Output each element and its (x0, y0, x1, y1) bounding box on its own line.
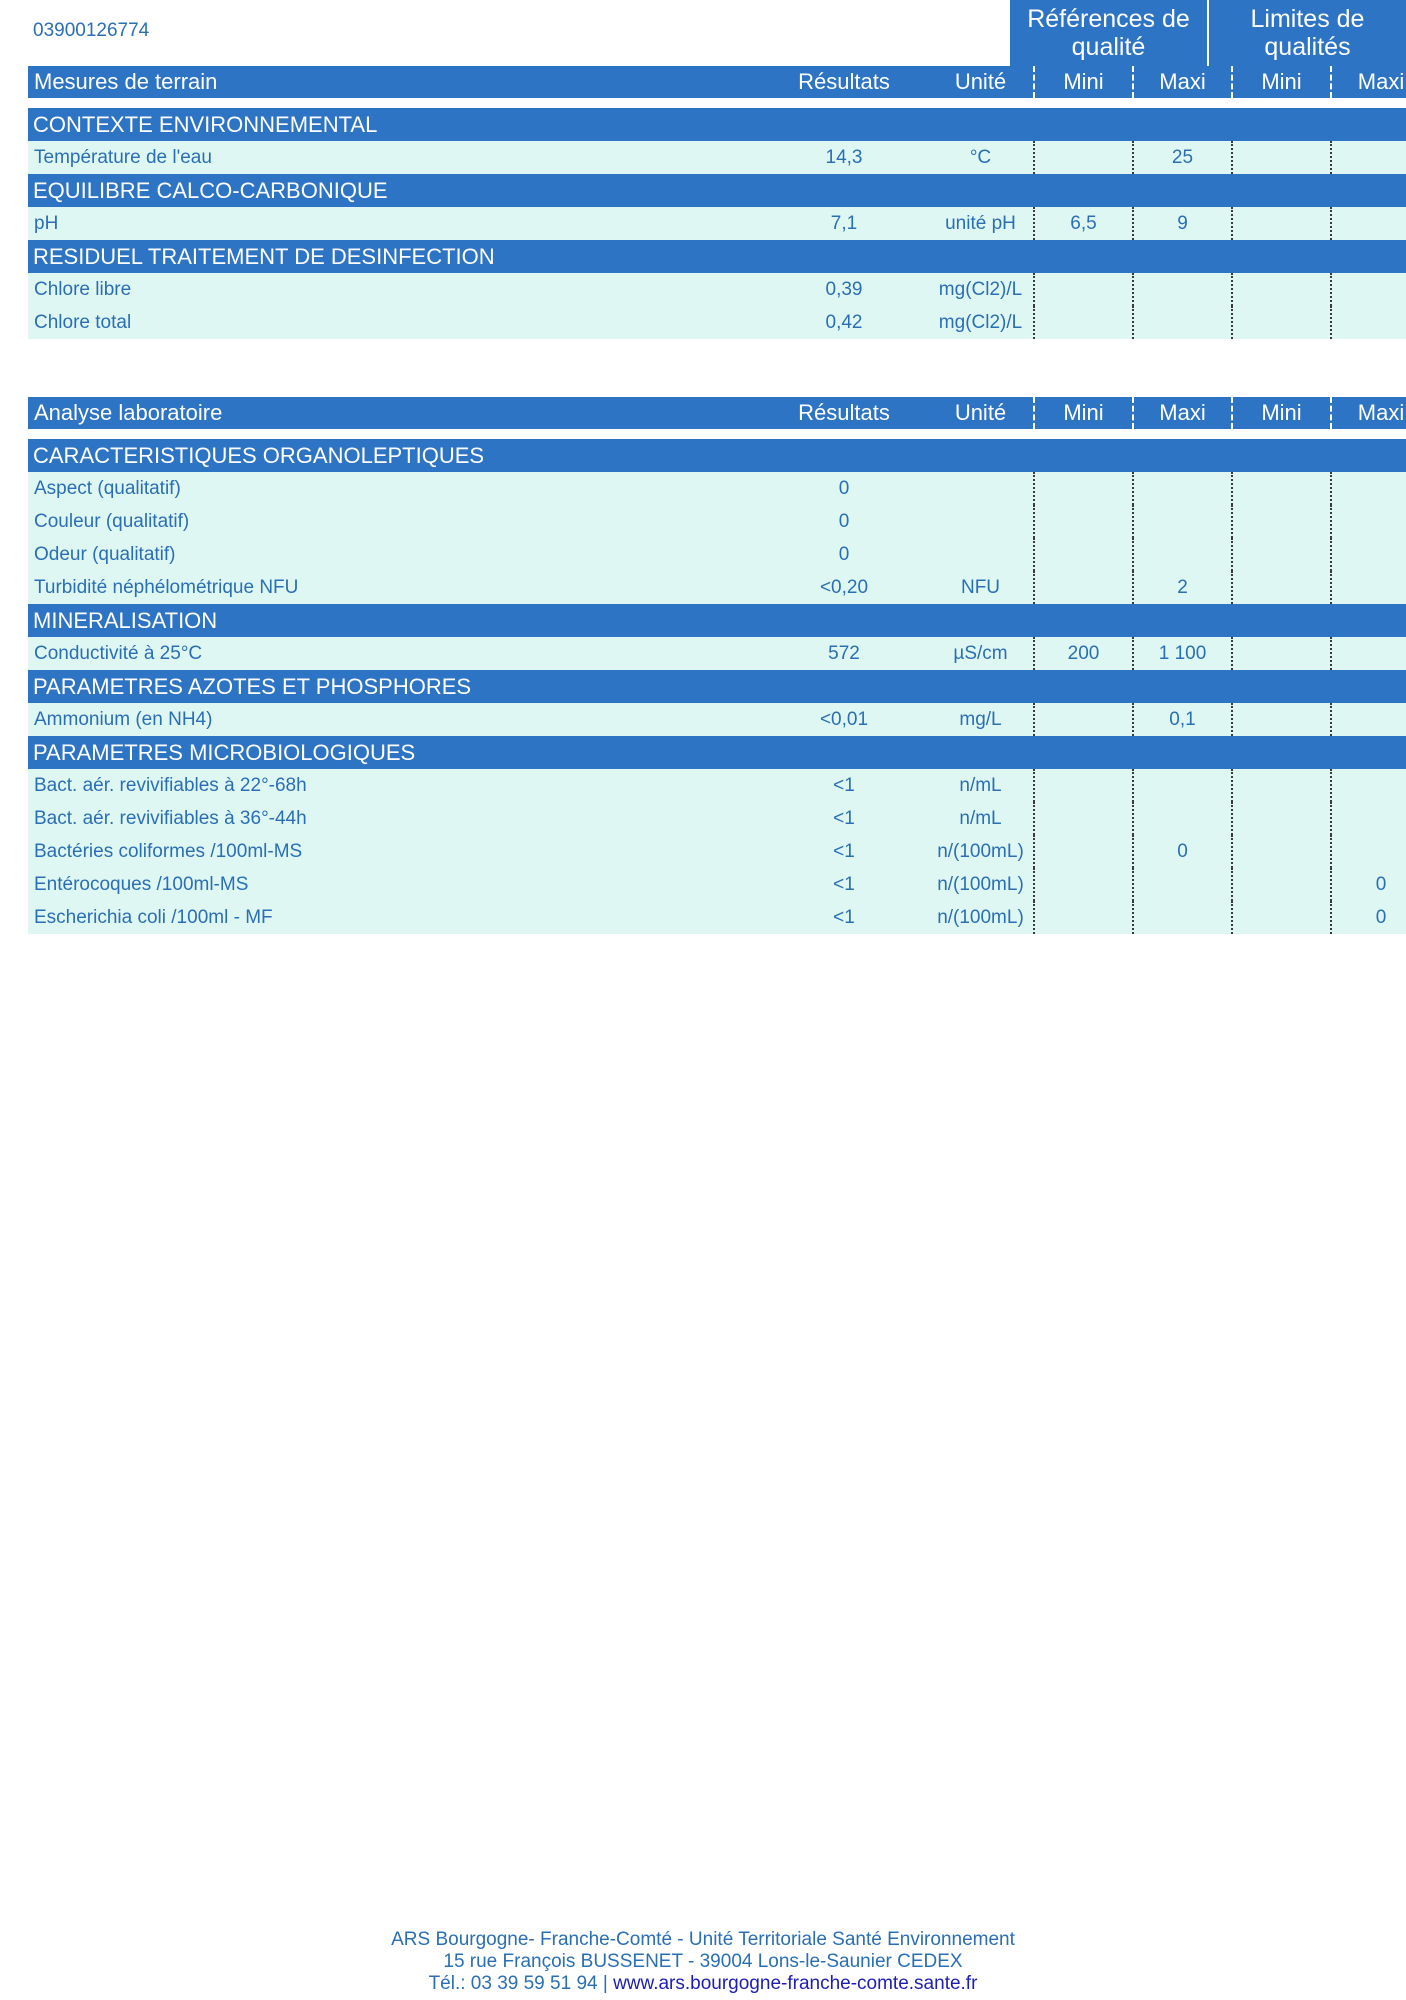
limit-min (1232, 802, 1331, 835)
result-value: <1 (760, 901, 928, 934)
reference-min: 6,5 (1034, 207, 1133, 240)
footer-organization: ARS Bourgogne- Franche-Comté - Unité Territoriale Santé Environnement (391, 1929, 1015, 1950)
limit-max (1331, 802, 1406, 835)
result-value: <1 (760, 802, 928, 835)
table-row (28, 835, 1406, 868)
reference-min (1034, 802, 1133, 835)
column-ref-max: Maxi (1133, 397, 1232, 429)
unit-value: °C (928, 141, 1034, 174)
reference-max (1133, 802, 1232, 835)
limit-min (1232, 273, 1331, 306)
unit-value (928, 472, 1034, 505)
limit-max: 0 (1331, 868, 1406, 901)
section-header-row (28, 604, 1406, 637)
unit-value: mg(Cl2)/L (928, 273, 1034, 306)
limit-min (1232, 868, 1331, 901)
section-header-row (28, 240, 1406, 273)
section-header-row (28, 736, 1406, 769)
result-value: 0 (760, 472, 928, 505)
column-limit-min: Mini (1232, 397, 1331, 429)
column-unit: Unité (928, 397, 1034, 429)
parameter-name: Odeur (qualitatif) (28, 538, 760, 571)
parameter-name: Température de l'eau (28, 141, 760, 174)
reference-min (1034, 901, 1133, 934)
result-value: <1 (760, 835, 928, 868)
column-ref-max: Maxi (1133, 66, 1232, 98)
parameter-name: Conductivité à 25°C (28, 637, 760, 670)
limit-max: 0 (1331, 901, 1406, 934)
table-row (28, 868, 1406, 901)
reference-max (1133, 901, 1232, 934)
table-header-row (28, 397, 1406, 429)
section-title: PARAMETRES MICROBIOLOGIQUES (28, 736, 1406, 769)
reference-max: 25 (1133, 141, 1232, 174)
limit-max (1331, 505, 1406, 538)
reference-max (1133, 538, 1232, 571)
result-value: <1 (760, 769, 928, 802)
spacer-cell (28, 429, 1406, 439)
table-row (28, 637, 1406, 670)
reference-min (1034, 273, 1133, 306)
result-value: <0,01 (760, 703, 928, 736)
parameter-name: Bact. aér. revivifiables à 36°-44h (28, 802, 760, 835)
spacer-cell (28, 98, 1406, 108)
unit-value (928, 538, 1034, 571)
limit-min (1232, 505, 1331, 538)
limit-max (1331, 703, 1406, 736)
document-id: 03900126774 (33, 20, 150, 41)
column-ref-min: Mini (1034, 397, 1133, 429)
parameter-name: Escherichia coli /100ml - MF (28, 901, 760, 934)
limit-min (1232, 207, 1331, 240)
section-title: RESIDUEL TRAITEMENT DE DESINFECTION (28, 240, 1406, 273)
parameter-name: Bact. aér. revivifiables à 22°-68h (28, 769, 760, 802)
parameter-name: Aspect (qualitatif) (28, 472, 760, 505)
column-results: Résultats (760, 397, 928, 429)
column-limit-max: Maxi (1331, 66, 1406, 98)
table-row (28, 273, 1406, 306)
spacer-row (28, 429, 1406, 439)
limit-min (1232, 306, 1331, 339)
parameter-name: Turbidité néphélométrique NFU (28, 571, 760, 604)
section-title: CONTEXTE ENVIRONNEMENTAL (28, 108, 1406, 141)
reference-max: 2 (1133, 571, 1232, 604)
unit-value: NFU (928, 571, 1034, 604)
reference-max: 0 (1133, 835, 1232, 868)
reference-max (1133, 505, 1232, 538)
unit-value: mg(Cl2)/L (928, 306, 1034, 339)
reference-max (1133, 273, 1232, 306)
result-value: 0 (760, 538, 928, 571)
unit-value: n/(100mL) (928, 868, 1034, 901)
result-value: 0,39 (760, 273, 928, 306)
limit-max (1331, 472, 1406, 505)
reference-max (1133, 472, 1232, 505)
spacer-row (28, 98, 1406, 108)
section-header-row (28, 439, 1406, 472)
reference-max (1133, 769, 1232, 802)
quality-limits-header: Limites de qualités (1209, 0, 1406, 66)
limit-max (1331, 769, 1406, 802)
limit-min (1232, 637, 1331, 670)
table-row (28, 141, 1406, 174)
table-row (28, 802, 1406, 835)
section-header-row (28, 670, 1406, 703)
reference-min (1034, 571, 1133, 604)
limit-max (1331, 571, 1406, 604)
table-row (28, 703, 1406, 736)
footer (0, 1929, 1406, 1995)
result-value: 0,42 (760, 306, 928, 339)
result-value: 572 (760, 637, 928, 670)
footer-contact (0, 1973, 1406, 1995)
column-limit-min: Mini (1232, 66, 1331, 98)
reference-max: 0,1 (1133, 703, 1232, 736)
limit-max (1331, 835, 1406, 868)
limit-min (1232, 571, 1331, 604)
limit-max (1331, 538, 1406, 571)
unit-value (928, 505, 1034, 538)
reference-max: 9 (1133, 207, 1232, 240)
unit-value: mg/L (928, 703, 1034, 736)
footer-address: 15 rue François BUSSENET - 39004 Lons-le-Saunier CEDEX (443, 1951, 963, 1972)
unit-value: n/(100mL) (928, 901, 1034, 934)
reference-min (1034, 769, 1133, 802)
parameter-name: pH (28, 207, 760, 240)
limit-min (1232, 901, 1331, 934)
section-title: EQUILIBRE CALCO-CARBONIQUE (28, 174, 1406, 207)
reference-min (1034, 835, 1133, 868)
reference-max: 1 100 (1133, 637, 1232, 670)
parameter-name: Entérocoques /100ml-MS (28, 868, 760, 901)
limit-min (1232, 141, 1331, 174)
limit-min (1232, 538, 1331, 571)
section-header-row (28, 108, 1406, 141)
reference-min (1034, 538, 1133, 571)
table-title: Mesures de terrain (28, 66, 760, 98)
section-title: MINERALISATION (28, 604, 1406, 637)
reference-min (1034, 703, 1133, 736)
result-value: 14,3 (760, 141, 928, 174)
parameter-name: Ammonium (en NH4) (28, 703, 760, 736)
table-row (28, 207, 1406, 240)
section-header-row (28, 174, 1406, 207)
section-title: CARACTERISTIQUES ORGANOLEPTIQUES (28, 439, 1406, 472)
limit-min (1232, 703, 1331, 736)
table-title: Analyse laboratoire (28, 397, 760, 429)
limit-max (1331, 637, 1406, 670)
unit-value: n/mL (928, 802, 1034, 835)
limit-max (1331, 273, 1406, 306)
unit-value: µS/cm (928, 637, 1034, 670)
limit-max (1331, 207, 1406, 240)
column-ref-min: Mini (1034, 66, 1133, 98)
table-header-row (28, 66, 1406, 98)
table-row (28, 901, 1406, 934)
footer-website-link[interactable]: www.ars.bourgogne-franche-comte.sante.fr (613, 1973, 978, 1994)
limit-min (1232, 835, 1331, 868)
limit-max (1331, 141, 1406, 174)
column-limit-max: Maxi (1331, 397, 1406, 429)
reference-min (1034, 868, 1133, 901)
table-row (28, 571, 1406, 604)
column-unit: Unité (928, 66, 1034, 98)
limit-max (1331, 306, 1406, 339)
unit-value: n/mL (928, 769, 1034, 802)
reference-min (1034, 472, 1133, 505)
table-row (28, 769, 1406, 802)
reference-min (1034, 306, 1133, 339)
footer-phone: Tél.: 03 39 59 51 94 | (428, 1973, 614, 1994)
result-value: <1 (760, 868, 928, 901)
table-row (28, 505, 1406, 538)
parameter-name: Chlore total (28, 306, 760, 339)
reference-min (1034, 505, 1133, 538)
reference-max (1133, 306, 1232, 339)
column-results: Résultats (760, 66, 928, 98)
field-measurements-table (28, 66, 1406, 339)
table-row (28, 306, 1406, 339)
parameter-name: Couleur (qualitatif) (28, 505, 760, 538)
section-title: PARAMETRES AZOTES ET PHOSPHORES (28, 670, 1406, 703)
reference-min: 200 (1034, 637, 1133, 670)
result-value: 7,1 (760, 207, 928, 240)
quality-references-header: Références de qualité (1010, 0, 1207, 66)
lab-analysis-table (28, 397, 1406, 934)
table-row (28, 472, 1406, 505)
parameter-name: Bactéries coliformes /100ml-MS (28, 835, 760, 868)
limit-min (1232, 769, 1331, 802)
limit-min (1232, 472, 1331, 505)
result-value: 0 (760, 505, 928, 538)
reference-max (1133, 868, 1232, 901)
table-row (28, 538, 1406, 571)
reference-min (1034, 141, 1133, 174)
parameter-name: Chlore libre (28, 273, 760, 306)
unit-value: n/(100mL) (928, 835, 1034, 868)
unit-value: unité pH (928, 207, 1034, 240)
result-value: <0,20 (760, 571, 928, 604)
